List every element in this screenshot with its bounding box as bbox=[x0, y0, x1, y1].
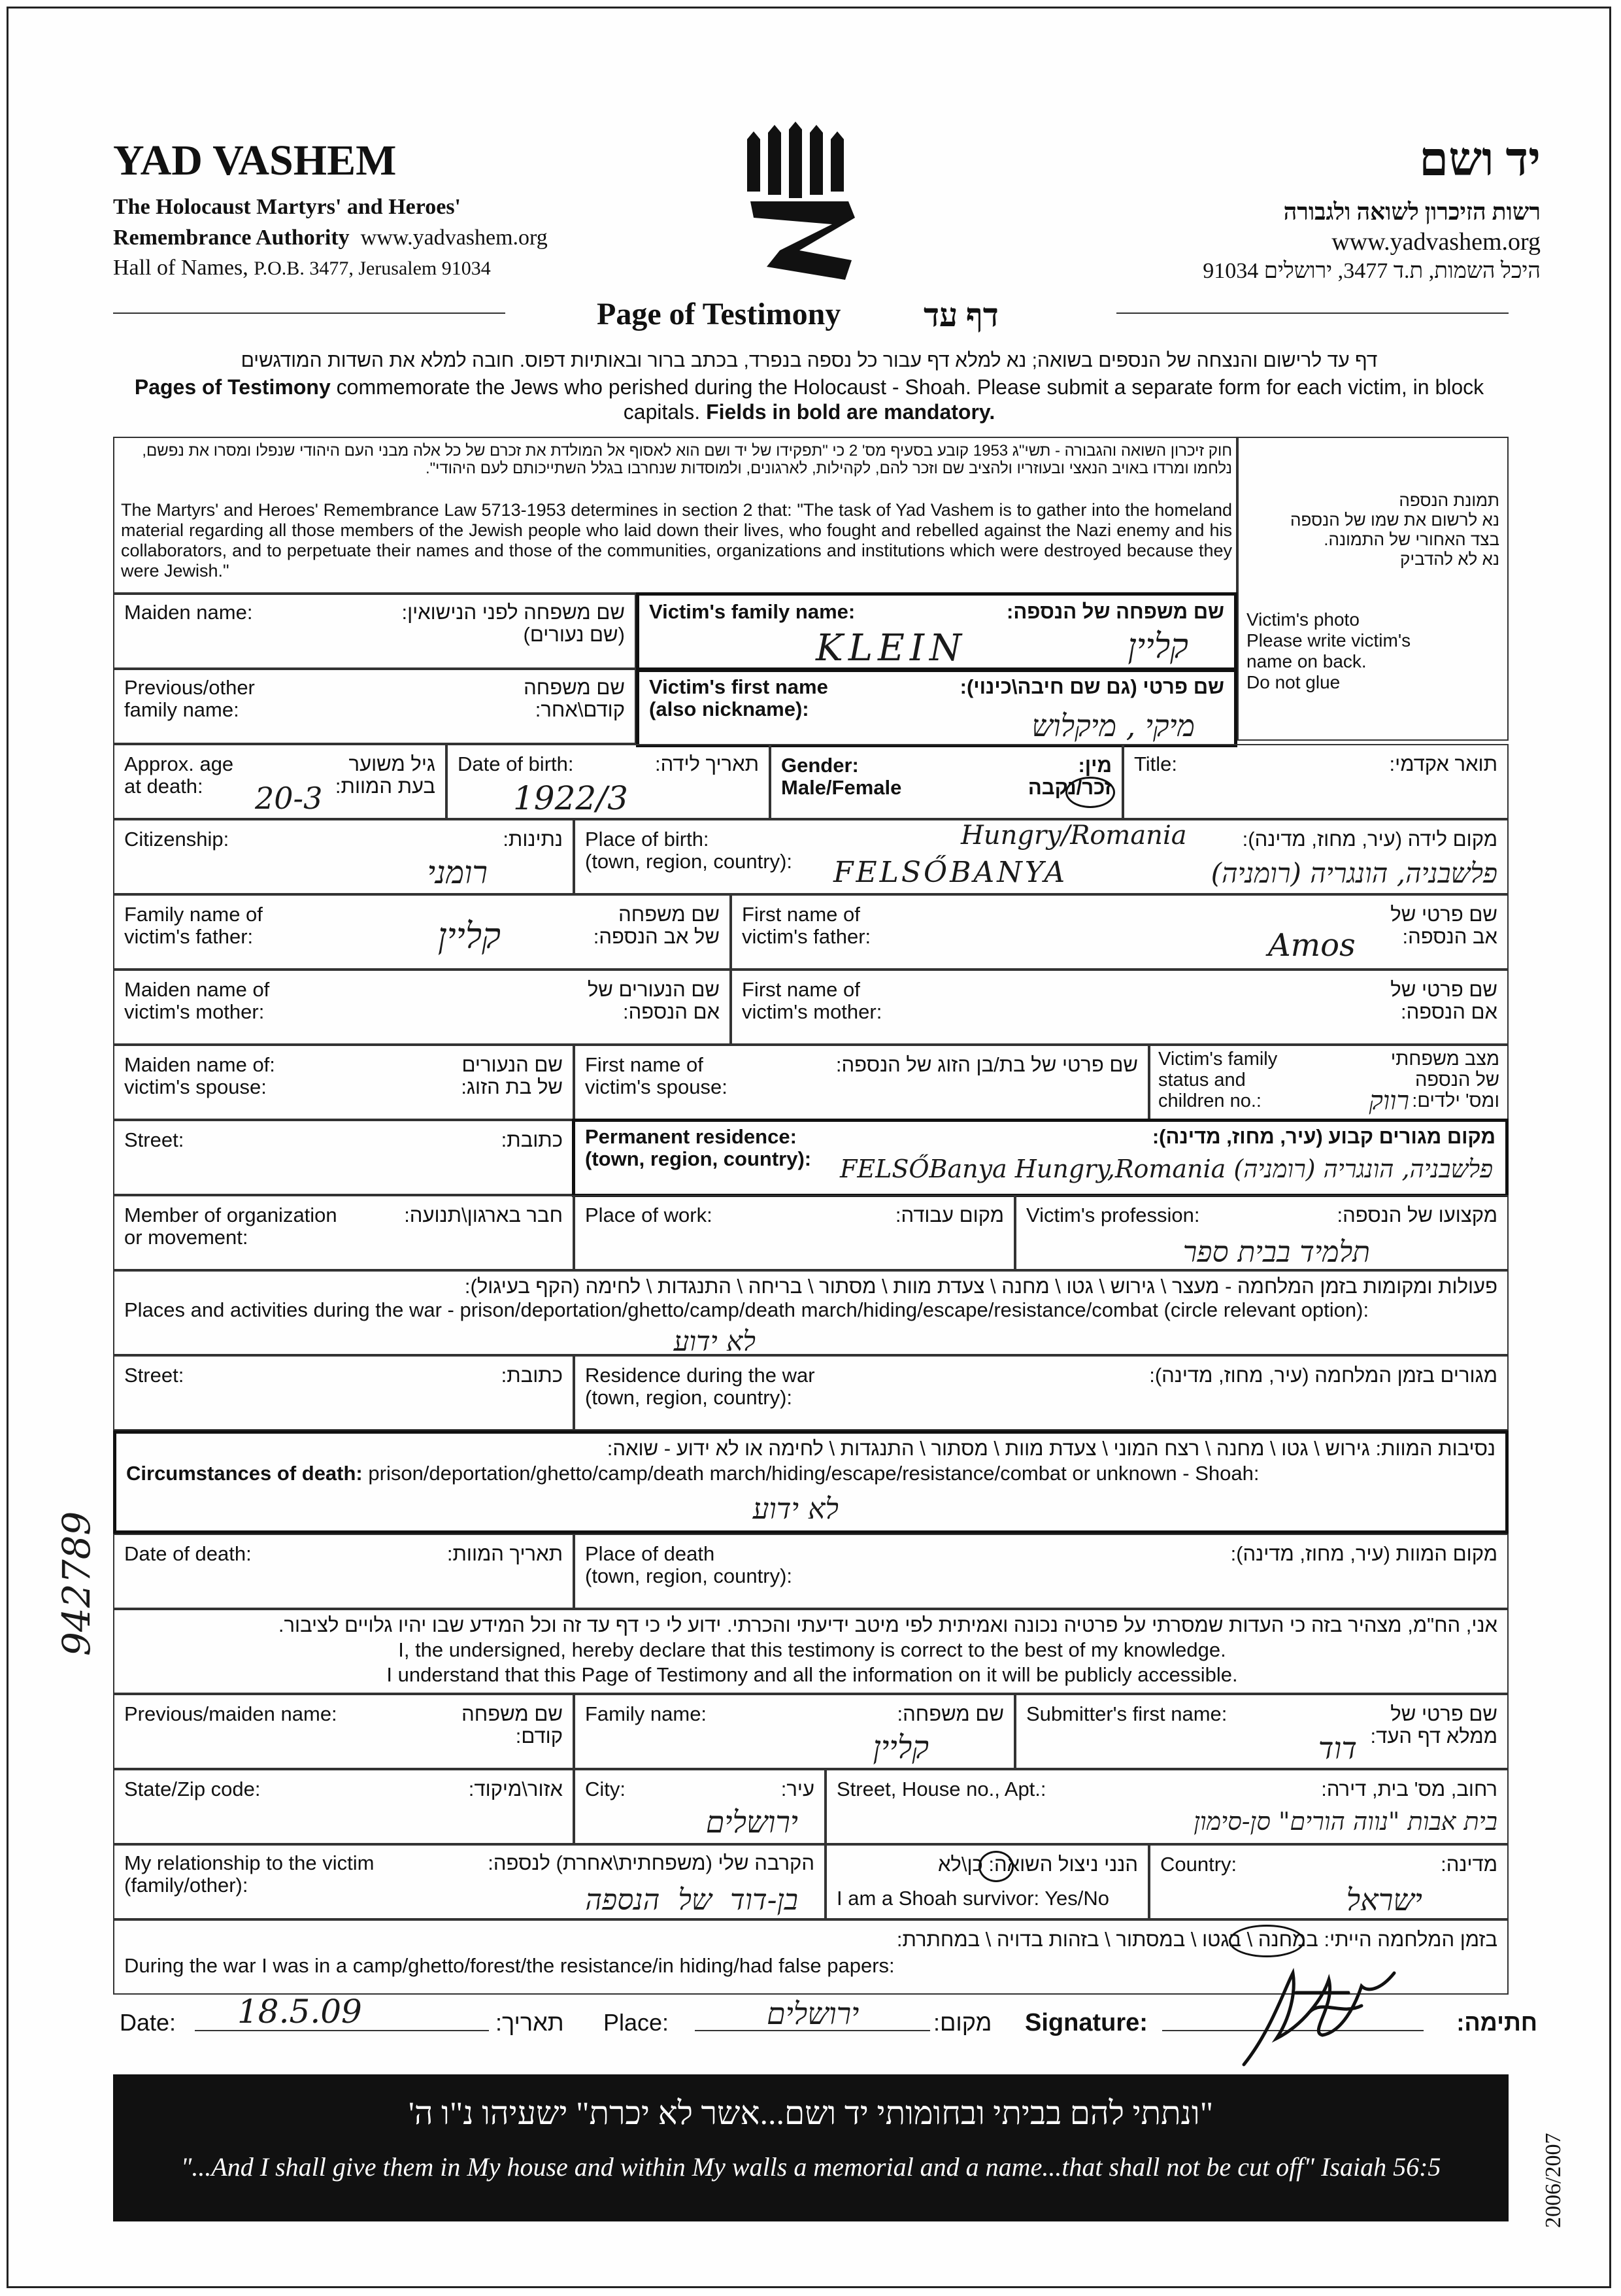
photo-instructions-he: תמונת הנספה נא לרשום את שמו של הנספה בצד האחורי של התמונה. נא לא להדביק bbox=[1290, 490, 1499, 569]
org-subtitle-2: Remembrance Authority www.yadvashem.org bbox=[113, 226, 548, 250]
label: Family name of victim's father: bbox=[124, 903, 263, 948]
field-place-of-birth[interactable] bbox=[574, 819, 1509, 894]
field-place-of-work[interactable] bbox=[574, 1195, 1015, 1270]
label: Submitter's first name: bbox=[1026, 1702, 1228, 1725]
label-he: מדינה: bbox=[1441, 1853, 1497, 1876]
photo-instructions-en: Victim's photo Please write victim's name on back. Do not glue bbox=[1246, 609, 1411, 692]
date-label-he: תאריך: bbox=[495, 2009, 564, 2036]
field-relationship[interactable] bbox=[113, 1844, 826, 1919]
value-citizenship: רומני bbox=[427, 854, 488, 891]
org-address: Hall of Names, P.O.B. 3477, Jerusalem 91034 bbox=[113, 256, 491, 280]
banner-quote-en: "...And I shall give them in My house and within My walls a memorial and a name...that shall not be cut off" Isaiah 56:5 bbox=[180, 2152, 1441, 2182]
value-pob-country: Hungry/Romania bbox=[961, 820, 1187, 851]
value-first-name: מיקי , מיקלוש bbox=[1031, 708, 1195, 743]
label: Approx. age at death: bbox=[124, 752, 234, 798]
label-he: תאריך המוות: bbox=[446, 1542, 563, 1565]
form-code: 2006/2007 bbox=[1541, 2133, 1565, 2228]
label: Maiden name: bbox=[124, 601, 253, 624]
form-title-he: דף עד bbox=[924, 297, 999, 333]
label-he: שם פרטי של אב הנספה: bbox=[1390, 903, 1497, 948]
label-he: מקום המוות (עיר, מחוז, מדינה): bbox=[1230, 1542, 1497, 1565]
label: Place of work: bbox=[585, 1204, 712, 1226]
label-he: שם פרטי של בת/בן הזוג של הנספה: bbox=[835, 1053, 1138, 1076]
value-relationship: בן-דוד של הנספה bbox=[585, 1883, 798, 1917]
label: My relationship to the victim (family/other): bbox=[124, 1851, 375, 1897]
date-value: 18.5.09 bbox=[237, 1993, 362, 2031]
field-father-family-name[interactable] bbox=[113, 894, 731, 970]
label: Residence during the war (town, region, country): bbox=[585, 1364, 815, 1409]
signature-label-he: חתימה: bbox=[1456, 2009, 1537, 2036]
label: Gender: Male/Female bbox=[781, 754, 902, 799]
label-he: מקום לידה (עיר, מחוז, מדינה): bbox=[1242, 828, 1497, 851]
label-he: בזמן המלחמה הייתי: במחנה \ בגטו \ במסתור \ בזהות בדויה \ במחתרת: bbox=[896, 1928, 1497, 1951]
war-location-circle-mark bbox=[1229, 1925, 1305, 1957]
label: Maiden name of victim's mother: bbox=[124, 978, 270, 1023]
title-rule-left bbox=[113, 312, 505, 314]
field-mother-maiden-name[interactable] bbox=[113, 970, 731, 1045]
label-he: שם פרטי של אם הנספה: bbox=[1390, 978, 1497, 1023]
field-war-street[interactable] bbox=[113, 1355, 574, 1430]
field-place-of-death[interactable] bbox=[574, 1534, 1509, 1609]
survivor-circle-mark bbox=[978, 1851, 1014, 1882]
title-rule-right bbox=[1116, 312, 1509, 314]
label-he: שם משפחה קודם: bbox=[461, 1702, 563, 1747]
label: Street: bbox=[124, 1364, 184, 1387]
label-he: שם הנעורים של אם הנספה: bbox=[587, 978, 720, 1023]
value-permanent-residence: FELSŐBanya Hungry,Romania (רומניה) פלשבניה, הונגריה bbox=[840, 1155, 1494, 1183]
declaration-en-1: I, the undersigned, hereby declare that this testimony is correct to the best of my knowledge. bbox=[398, 1638, 1226, 1661]
label-he: שם משפחה של הנספה: bbox=[1007, 600, 1224, 623]
label: Title: bbox=[1134, 752, 1178, 775]
intro-he: דף עד לרישום והנצחה של הנספים בשואה; נא למלא דף עבור כל נספה בנפרד, בכתב ברור ובאותיות דפוס. חובה למלא את השדות המודגשים bbox=[241, 350, 1378, 371]
value-profession: תלמיד בבית ספר bbox=[1182, 1236, 1370, 1269]
field-country[interactable] bbox=[1149, 1844, 1509, 1919]
label: Place of death (town, region, country): bbox=[585, 1542, 793, 1587]
label: Date of death: bbox=[124, 1542, 252, 1565]
law-box bbox=[113, 437, 1237, 594]
value-family-name-en: KLEIN bbox=[816, 627, 967, 669]
label-he: מקצועו של הנספה: bbox=[1337, 1204, 1497, 1226]
field-circumstances-of-death[interactable] bbox=[113, 1430, 1509, 1534]
field-maiden-name[interactable] bbox=[113, 594, 636, 669]
label: Family name: bbox=[585, 1702, 707, 1725]
label-he: שם משפחה: bbox=[897, 1702, 1004, 1725]
label-he: תאריך לידה: bbox=[654, 752, 759, 775]
value-pob-town: FELSŐBANYA bbox=[833, 856, 1068, 889]
org-address-he: היכל השמות, ת.ד 3477, ירושלים 91034 bbox=[1203, 259, 1541, 283]
label: Member of organization or movement: bbox=[124, 1204, 337, 1249]
footer-banner bbox=[113, 2074, 1509, 2221]
label-he: גיל משוער בעת המוות: bbox=[335, 752, 435, 798]
label-he: תואר אקדמי: bbox=[1389, 752, 1497, 775]
label: Country: bbox=[1160, 1853, 1237, 1876]
label: State/Zip code: bbox=[124, 1778, 261, 1800]
label: Victim's first name (also nickname): bbox=[649, 675, 828, 720]
field-wartime-activities[interactable] bbox=[113, 1270, 1509, 1355]
label: Street, House no., Apt.: bbox=[837, 1778, 1046, 1800]
place-label-he: מקום: bbox=[933, 2009, 992, 2036]
value-circumstances: לא ידוע bbox=[752, 1493, 839, 1526]
label: First name of victim's father: bbox=[742, 903, 871, 948]
org-title-en: YAD VASHEM bbox=[113, 137, 397, 184]
side-handwritten-number: 942789 bbox=[54, 1511, 99, 1656]
place-value: ירושלים bbox=[767, 1996, 860, 2031]
field-organization[interactable] bbox=[113, 1195, 574, 1270]
label-he: מקום עבודה: bbox=[895, 1204, 1004, 1226]
label: Places and activities during the war - prison/deportation/ghetto/camp/death march/hiding/escape/resistance/combat (circle relevant option): bbox=[124, 1298, 1369, 1321]
field-shoah-survivor[interactable] bbox=[826, 1844, 1149, 1919]
value-activities: לא ידוע bbox=[673, 1325, 756, 1357]
form-title-en: Page of Testimony bbox=[597, 297, 841, 331]
label-he: כתובת: bbox=[501, 1128, 563, 1151]
label: Previous/other family name: bbox=[124, 676, 255, 721]
label-he: שם משפחה לפני הנישואין: (שם נעורים) bbox=[401, 601, 625, 646]
label: City: bbox=[585, 1778, 626, 1800]
field-submitter-previous-name[interactable] bbox=[113, 1694, 574, 1769]
label-he: שם משפחה קודם\אחר: bbox=[524, 676, 625, 721]
label-he: שם הנעורים של בת הזוג: bbox=[461, 1053, 563, 1098]
signature-label: Signature: bbox=[1025, 2009, 1148, 2036]
value-street-address: בית אבות "נווה הורים" סן-סימון bbox=[1194, 1807, 1497, 1836]
label: Maiden name of: victim's spouse: bbox=[124, 1053, 275, 1098]
field-permanent-residence[interactable] bbox=[572, 1119, 1509, 1197]
declaration-box bbox=[113, 1609, 1509, 1694]
field-title[interactable] bbox=[1123, 744, 1509, 819]
label-he: רחוב, מס' בית, דירה: bbox=[1321, 1778, 1497, 1800]
label-he: מגורים בזמן המלחמה (עיר, מחוז, מדינה): bbox=[1149, 1364, 1497, 1387]
field-street-address[interactable] bbox=[826, 1769, 1509, 1844]
value-submitter-family: קליין bbox=[873, 1729, 929, 1766]
value-submitter-first: דוד bbox=[1318, 1730, 1357, 1766]
label-he: שם פרטי של ממלא דף העד: bbox=[1370, 1702, 1497, 1747]
value-age: 20-3 bbox=[255, 781, 323, 816]
signature-scribble-icon bbox=[1231, 1953, 1414, 2071]
label-he: כתובת: bbox=[501, 1364, 563, 1387]
value-family-status: רווק bbox=[1369, 1086, 1409, 1116]
label: Date of birth: bbox=[458, 752, 574, 775]
label-he: שם משפחה של אב הנספה: bbox=[593, 903, 720, 948]
value-pob-he: פלשבניה, הונגריה (רומניה) bbox=[1211, 857, 1497, 889]
field-age-at-death[interactable] bbox=[113, 744, 446, 819]
value-dob: 1922/3 bbox=[513, 779, 628, 817]
yad-vashem-logo-icon bbox=[741, 120, 865, 283]
field-street[interactable] bbox=[113, 1120, 574, 1195]
label: Previous/maiden name: bbox=[124, 1702, 337, 1725]
field-date-of-birth[interactable] bbox=[446, 744, 770, 819]
label-he: חבר בארגון\תנועה: bbox=[404, 1204, 563, 1226]
label: Citizenship: bbox=[124, 828, 229, 851]
label-he: נסיבות המוות: גירוש \ גטו \ מחנה \ רצח המוני \ צעדת מוות \ מסתור \ התנגדות \ לחימה או לא ידוע - שואה: bbox=[607, 1437, 1496, 1460]
label: Victim's family name: bbox=[649, 600, 856, 623]
label: First name of victim's spouse: bbox=[585, 1053, 727, 1098]
label-he: מין: זכר/נקבה bbox=[1028, 754, 1112, 799]
label: First name of victim's mother: bbox=[742, 978, 882, 1023]
field-mother-first-name[interactable] bbox=[731, 970, 1509, 1045]
field-submitter-family-name[interactable] bbox=[574, 1694, 1015, 1769]
field-previous-family-name[interactable] bbox=[113, 669, 636, 744]
field-city[interactable] bbox=[574, 1769, 826, 1844]
intro-en: Pages of Testimony commemorate the Jews who perished during the Holocaust - Shoah. Please submit a separate form for each victim, in block capitals. Fields in bold are mandatory. bbox=[134, 375, 1484, 424]
org-subtitle-he: רשות הזיכרון לשואה ולגבורה bbox=[1283, 199, 1541, 225]
label: Circumstances of death: prison/deportation/ghetto/camp/death march/hiding/escape/resistance/combat or unknown - Shoah: bbox=[126, 1462, 1260, 1485]
testimony-form-page bbox=[7, 7, 1611, 2288]
value-father-family: קליין bbox=[437, 915, 501, 956]
label: Victim's family status and children no.: bbox=[1158, 1049, 1278, 1111]
field-zip-code[interactable] bbox=[113, 1769, 574, 1844]
field-gender[interactable] bbox=[770, 744, 1123, 819]
field-spouse-maiden-name[interactable] bbox=[113, 1045, 574, 1120]
date-label: Date: bbox=[120, 2009, 176, 2036]
photo-area bbox=[1237, 437, 1509, 741]
law-text-he: חוק זיכרון השואה והגבורה - תשי"ג 1953 קובע בסעיף מס' 2 כי "תפקידו של יד ושם הוא לאסוף אל המולדת את זכרם של כל אלה מבני העם היהודי שנפלו ומסרו את נפשם, נלחמו ומרדו באויב הנאצי ובעוזריו ולהציב שם וזכר להם, לקהילות, לארגונים, ולמוסדות שנחרבו בגלל השתייכותם לעם היהודי". bbox=[142, 442, 1232, 477]
label: During the war I was in a camp/ghetto/forest/the resistance/in hiding/had false papers: bbox=[124, 1954, 895, 1977]
gender-circle-mark bbox=[1065, 777, 1115, 808]
field-date-of-death[interactable] bbox=[113, 1534, 574, 1609]
label-he: הנני ניצול השואה: כן\לא bbox=[937, 1853, 1138, 1876]
label-he: עיר: bbox=[780, 1778, 814, 1800]
org-web-he: www.yadvashem.org bbox=[1331, 228, 1541, 256]
label: Permanent residence: (town, region, country): bbox=[585, 1125, 812, 1170]
field-family-status[interactable] bbox=[1149, 1045, 1509, 1120]
law-text-en: The Martyrs' and Heroes' Remembrance Law 5713-1953 determines in section 2 that: "The task of Yad Vashem is to gather into the homeland material regarding all those members of the Jewish people who laid down their lives, who fought and rebelled against the Nazi enemy and his collaborators, and to perpetuate their names and those of the communities, organizations and institutions which were destroyed because they were Jewish." bbox=[121, 500, 1232, 581]
label: I am a Shoah survivor: Yes/No bbox=[837, 1887, 1110, 1910]
label: Street: bbox=[124, 1128, 184, 1151]
field-citizenship[interactable] bbox=[113, 819, 574, 894]
field-victim-first-name[interactable] bbox=[636, 669, 1237, 747]
value-country: ישראל bbox=[1346, 1882, 1422, 1917]
value-family-name-he: קליין bbox=[1128, 627, 1188, 666]
label-he: מצב משפחתי של הנספה ומס' ילדים: bbox=[1390, 1049, 1499, 1111]
label-he: פעולות ומקומות בזמן המלחמה - מעצר \ גירוש \ גטו \ מחנה \ צעדת מוות \ מסתור \ בריחה \ התנגדות \ לחימה (הקף בעיגול): bbox=[464, 1275, 1497, 1298]
banner-quote-he: "ונתתי להם בביתי ובחומותי יד ושם...אשר לא יכרת" ישעיהו נ"ו ה' bbox=[408, 2095, 1214, 2131]
label: Place of birth: (town, region, country): bbox=[585, 828, 793, 873]
value-city: ירושלים bbox=[705, 1804, 798, 1840]
field-war-residence[interactable] bbox=[574, 1355, 1509, 1430]
field-spouse-first-name[interactable] bbox=[574, 1045, 1149, 1120]
label: Victim's profession: bbox=[1026, 1204, 1200, 1226]
declaration-he: אני, הח"מ, מצהיר בזה כי העדות שמסרתי על פרטיה נכונה ואמיתית לפי מיטב ידיעתי והכרתי. ידוע לי כי דף עד זה וכל המידע שבו יהיו גלויים לציבור. bbox=[278, 1613, 1497, 1636]
field-profession[interactable] bbox=[1015, 1195, 1509, 1270]
org-title-he: יד ושם bbox=[1419, 133, 1541, 186]
org-subtitle-1: The Holocaust Martyrs' and Heroes' bbox=[113, 195, 461, 219]
declaration-en-2: I understand that this Page of Testimony and all the information on it will be publicly accessible. bbox=[386, 1663, 1238, 1686]
field-father-first-name[interactable] bbox=[731, 894, 1509, 970]
label-he: הקרבה שלי (משפחתית\אחרת) לנספה: bbox=[488, 1851, 814, 1874]
place-label: Place: bbox=[603, 2009, 669, 2036]
value-father-first: Amos bbox=[1268, 927, 1356, 964]
label-he: אזור\מיקוד: bbox=[468, 1778, 563, 1800]
field-submitter-first-name[interactable] bbox=[1015, 1694, 1509, 1769]
field-victim-family-name[interactable] bbox=[636, 592, 1237, 671]
label-he: מקום מגורים קבוע (עיר, מחוז, מדינה): bbox=[1152, 1125, 1496, 1148]
label-he: שם פרטי (גם שם חיבה\כינוי): bbox=[960, 675, 1224, 698]
label-he: נתינות: bbox=[503, 828, 563, 851]
